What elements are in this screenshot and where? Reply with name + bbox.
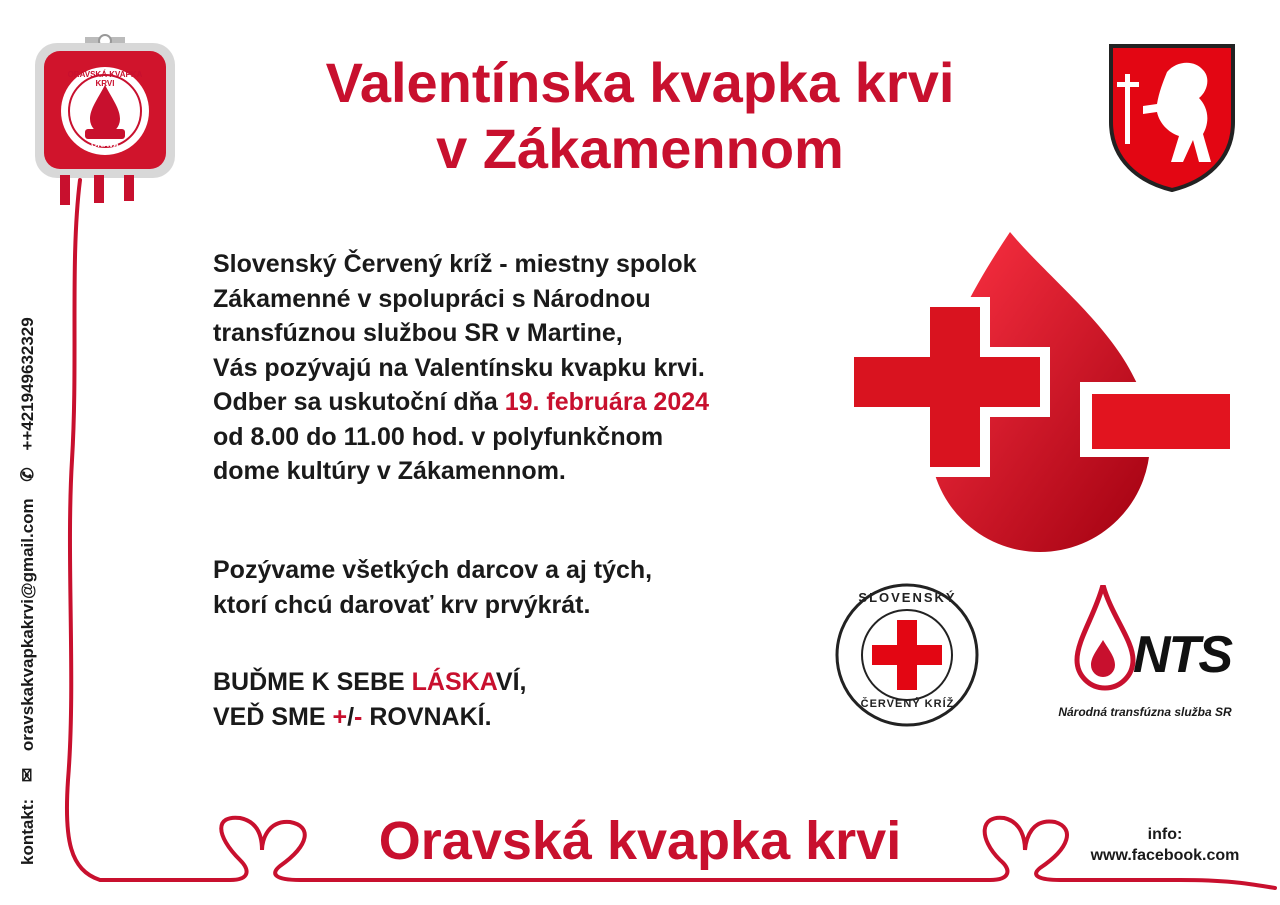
invite-line: Pozývame všetkých darcov a aj tých,: [213, 556, 653, 584]
title-line-2: v Zákamennom: [436, 117, 844, 180]
bag-logo-bottom-text: ORAVA: [91, 140, 119, 149]
body-line: dome kultúry v Zákamennom.: [213, 457, 566, 485]
contact-email[interactable]: oravskakvapkakrvi@gmail.com: [18, 498, 37, 752]
body-line: od 8.00 do 11.00 hod. v polyfunkčnom: [213, 422, 664, 451]
plus-minus-drop-graphic: [850, 232, 1250, 552]
body-line: Slovenský Červený kríž - miestny spolok: [213, 250, 697, 278]
contact-vertical: [18, 305, 38, 865]
contact-phone[interactable]: ++421949632329: [18, 317, 37, 451]
event-date: 19. februára 2024: [504, 388, 710, 416]
contact-label: kontakt:: [18, 798, 37, 865]
body-line: Vás pozývajú na Valentínsku kvapku krvi.: [213, 353, 705, 382]
facebook-link[interactable]: www.facebook.com: [1090, 847, 1240, 864]
nts-subtitle: Národná transfúzna služba SR: [1058, 705, 1232, 719]
red-cross-bottom-text: ČERVENÝ KRÍŽ: [860, 698, 955, 710]
body-line: Zákamenné v spolupráci s Národnou: [213, 284, 651, 313]
nts-text: NTS: [1133, 626, 1231, 684]
slogan-line-1: BUĎME K SEBE LÁSKAVÍ,: [213, 668, 527, 696]
envelope-icon: ✉: [18, 767, 37, 783]
invite-line: ktorí chcú darovať krv prvýkrát.: [213, 590, 591, 619]
info-label: info:: [1147, 826, 1183, 843]
coat-of-arms: [1107, 42, 1237, 192]
invitation-text: [213, 553, 853, 622]
info-block: [1065, 824, 1265, 866]
phone-icon: ✆: [18, 467, 37, 482]
bottom-title: Oravská kvapka krvi: [378, 811, 902, 871]
title-line-1: Valentínska kvapka krvi: [325, 51, 955, 114]
body-line: transfúznou službou SR v Martine,: [213, 319, 623, 347]
slogan-line-2: VEĎ SME +/- ROVNAKÍ.: [213, 702, 492, 731]
event-description: [213, 247, 853, 489]
slogan: [213, 665, 853, 734]
red-cross-top-text: SLOVENSKÝ: [858, 590, 957, 605]
bag-logo-top-text: ORAVSKÁ KVAPKA KRVI: [67, 70, 143, 88]
body-line-date: Odber sa uskutoční dňa 19. februára 2024: [213, 388, 710, 416]
page-title: [240, 50, 1040, 182]
blood-bag-logo: [30, 25, 180, 205]
